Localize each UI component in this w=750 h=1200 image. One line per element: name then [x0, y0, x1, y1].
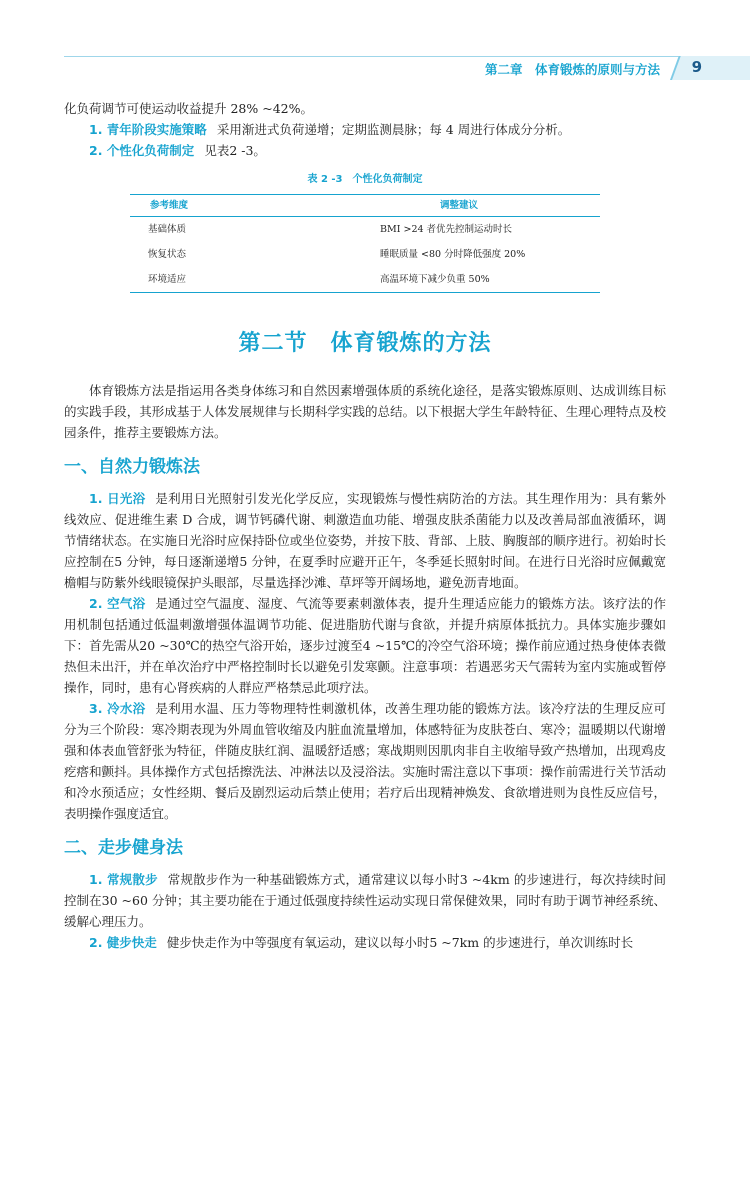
- load-table: [130, 194, 600, 293]
- subsection-title: 二、走步健身法: [64, 838, 183, 858]
- table-cell: 环境适应: [130, 267, 350, 293]
- table-cell: 基础体质: [148, 224, 187, 235]
- method-label: 3. 冷水浴: [89, 701, 146, 716]
- list-item: [64, 119, 666, 140]
- method-paragraph: [64, 488, 666, 593]
- table-header-row: [130, 195, 600, 217]
- method-text: 健步快走作为中等强度有氧运动，建议以每小时5 ~7km 的步速进行，单次训练时长: [166, 935, 634, 950]
- method-paragraph: [64, 869, 666, 932]
- intro-line: 化负荷调节可使运动收益提升 28% ~42%。: [64, 101, 313, 116]
- list-item-text: 采用渐进式负荷递增；定期监测晨脉；每 4 周进行体成分分析。: [216, 122, 571, 137]
- method-label: 2. 健步快走: [89, 935, 157, 950]
- table-header: 参考维度: [130, 195, 350, 217]
- list-item-label: 1. 青年阶段实施策略: [89, 122, 207, 137]
- method-text: 是利用日光照射引发光化学反应，实现锻炼与慢性病防治的方法。其生理作用为：具有紫外线效应、促进维生素 D 合成，调节钙磷代谢、刺激造血功能、增强皮肤杀菌能力以及改善局部血液循环，调节情绪状态。在实施日光浴时应保持卧位或坐位姿势，并按下肢、背部、上肢、胸腹部的顺序进行。初始时长应控制在5 分钟，每日逐渐递增5 分钟，在夏季时应避开正午，冬季延长照射时间。在进行日光浴时应佩戴宽檐帽与防紫外线眼镜保护头眼部，尽量选择沙滩、草坪等开阔场地，避免沥青地面。: [64, 491, 666, 590]
- page-number: 9: [691, 58, 702, 76]
- page-number-tab: [670, 56, 750, 80]
- table-cell: 高温环境下减少负重 50%: [350, 267, 600, 293]
- table-cell: 恢复状态: [148, 249, 187, 260]
- list-item-text: 见表2 -3。: [204, 143, 266, 158]
- method-label: 2. 空气浴: [89, 596, 146, 611]
- list-item: [64, 140, 666, 161]
- table-row: [130, 242, 600, 267]
- table-row: [130, 217, 600, 243]
- method-text: 是利用水温、压力等物理特性刺激机体，改善生理功能的锻炼方法。该冷疗法的生理反应可分为三个阶段：寒冷期表现为外周血管收缩及内脏血流量增加，体感特征为皮肤苍白、寒冷；温暖期以代谢增强和体表血管舒张为特征，伴随皮肤红润、温暖舒适感；寒战期则因肌肉非自主收缩导致产热增加，出现鸡皮疙瘩和颤抖。具体操作方式包括擦洗法、冲淋法以及浸浴法。实施时需注意以下事项：操作前需进行关节活动和冷水预适应；女性经期、餐后及剧烈运动后禁止使用；若疗后出现精神焕发、食欲增进则为良性反应信号，表明操作强度适宜。: [64, 701, 666, 821]
- method-paragraph: [64, 698, 666, 824]
- chapter-title: 第二章 体育锻炼的原则与方法: [484, 62, 660, 77]
- table-cell: 睡眠质量 <80 分时降低强度 20%: [380, 249, 526, 260]
- page-content: [64, 98, 666, 953]
- method-text: 常规散步作为一种基础锻炼方式，通常建议以每小时3 ~4km 的步速进行，每次持续时间控制在30 ~60 分钟；其主要功能在于通过低强度持续性运动实现日常保健效果，同时有助于调节神经系统、缓解心理压力。: [64, 872, 666, 929]
- method-label: 1. 日光浴: [89, 491, 146, 506]
- list-item-label: 2. 个性化负荷制定: [89, 143, 195, 158]
- subsection-title: 一、自然力锻炼法: [64, 457, 200, 477]
- method-paragraph: [64, 593, 666, 698]
- method-text: 是通过空气温度、湿度、气流等要素刺激体表，提升生理适应能力的锻炼方法。该疗法的作用机制包括通过低温刺激增强体温调节功能、促进脂肪代谢与食欲，并提升病原体抵抗力。具体实施步骤如下：首先需从20 ~30℃的热空气浴开始，逐步过渡至4 ~15℃的冷空气浴环境；操作前应通过热身使体表微热但未出汗，并在单次治疗中严格控制时长以避免引发寒颤。注意事项：若遇恶劣天气需转为室内实施或暂停操作，同时，患有心肾疾病的人群应严格禁忌此项疗法。: [64, 596, 666, 695]
- table-row: [130, 267, 600, 293]
- method-label: 1. 常规散步: [89, 872, 158, 887]
- table-header: 调整建议: [350, 195, 600, 217]
- method-paragraph: [64, 932, 666, 953]
- table-cell: BMI >24 者优先控制运动时长: [380, 224, 513, 235]
- table-caption: 表 2 -3 个性化负荷制定: [307, 174, 423, 185]
- section-intro: 体育锻炼方法是指运用各类身体练习和自然因素增强体质的系统化途径，是落实锻炼原则、达成训练目标的实践手段，其形成基于人体发展规律与长期科学实践的总结。以下根据大学生年龄特征、生理心理特点及校园条件，推荐主要锻炼方法。: [64, 383, 666, 440]
- section-title: 第二节 体育锻炼的方法: [238, 330, 492, 356]
